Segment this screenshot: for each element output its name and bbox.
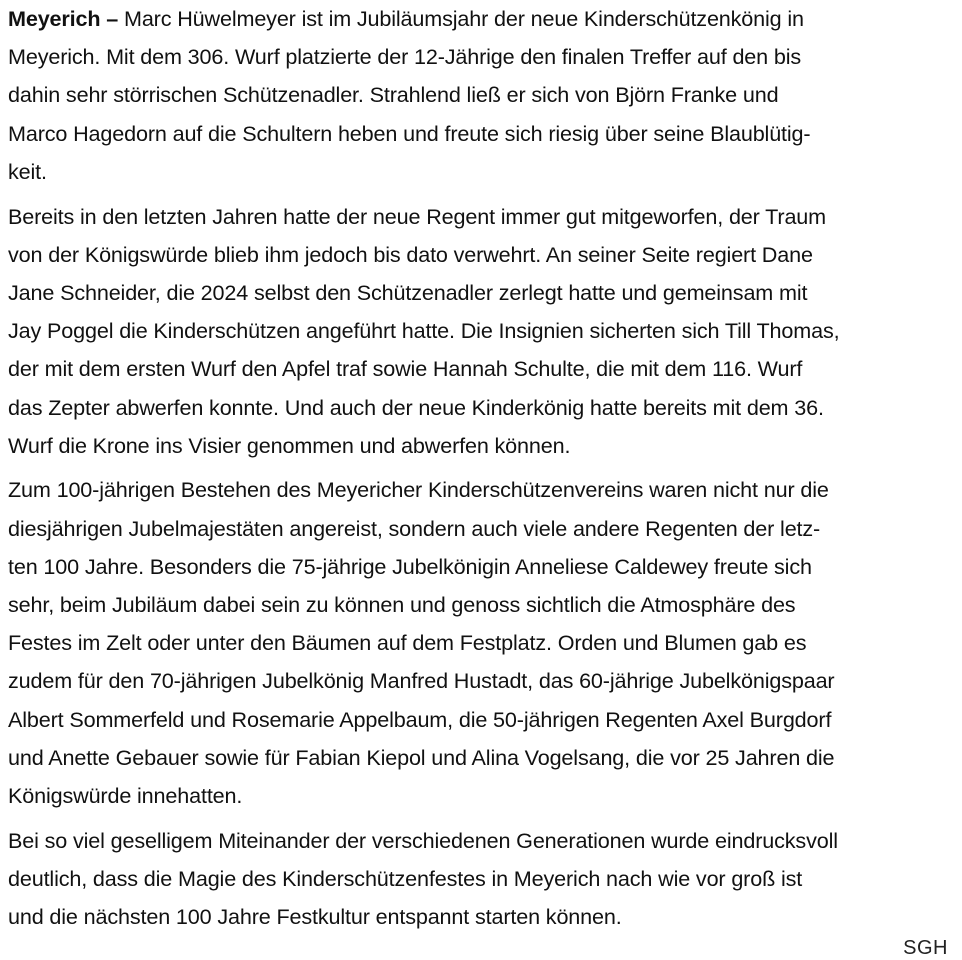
text-line: Marc Hüwelmeyer ist im Jubiläumsjahr der neue Kinderschützenkönig in xyxy=(118,6,804,31)
text-line: und die nächsten 100 Jahre Festkultur entspannt starten können. xyxy=(8,904,622,930)
text-line: Jane Schneider, die 2024 selbst den Schützenadler zerlegt hatte und gemeinsam mit xyxy=(8,279,808,305)
text-line: ten 100 Jahre. Besonders die 75-jährige Jubelkönigin Anneliese Caldewey freute sich xyxy=(8,553,812,579)
text-line: deutlich, dass die Magie des Kinderschützenfestes in Meyerich nach wie vor groß ist xyxy=(8,865,803,891)
text-line: das Zepter abwerfen konnte. Und auch der neue Kinderkönig hatte bereits mit dem 36. xyxy=(8,394,824,420)
paragraph-1 xyxy=(8,0,952,191)
text-line: sehr, beim Jubiläum dabei sein zu können und genoss sichtlich die Atmosphäre des xyxy=(8,592,796,618)
paragraph-4 xyxy=(8,822,952,937)
article-body xyxy=(8,0,952,936)
paragraph-2 xyxy=(8,198,952,465)
text-line: Meyerich. Mit dem 306. Wurf platzierte der 12-Jährige den finalen Treffer auf den bis xyxy=(8,44,802,70)
text-line: Wurf die Krone ins Visier genommen und abwerfen können. xyxy=(8,432,571,458)
text-line: von der Königswürde blieb ihm jedoch bis dato verwehrt. An seiner Seite regiert Dane xyxy=(8,241,813,267)
text-line: Albert Sommerfeld und Rosemarie Appelbaum, die 50-jährigen Regenten Axel Burgdorf xyxy=(8,706,832,732)
text-line: Bereits in den letzten Jahren hatte der neue Regent immer gut mitgeworfen, der Traum xyxy=(8,203,827,229)
text-line: Marco Hagedorn auf die Schultern heben und freute sich riesig über seine Blaublütig- xyxy=(8,120,811,146)
text-line: Festes im Zelt oder unter den Bäumen auf dem Festplatz. Orden und Blumen gab es xyxy=(8,630,807,656)
text-line: und Anette Gebauer sowie für Fabian Kiepol und Alina Vogelsang, die vor 25 Jahren die xyxy=(8,744,835,770)
text-line: Jay Poggel die Kinderschützen angeführt hatte. Die Insignien sicherten sich Till Thomas, xyxy=(8,318,840,344)
text-line: Zum 100-jährigen Bestehen des Meyericher Kinderschützenvereins waren nicht nur die xyxy=(8,477,829,503)
dateline: Meyerich – xyxy=(8,6,119,31)
text-line: Bei so viel geselligem Miteinander der verschiedenen Generationen wurde eindrucksvoll xyxy=(8,827,838,853)
text-line: zudem für den 70-jährigen Jubelkönig Manfred Hustadt, das 60-jährige Jubelkönigspaar xyxy=(8,668,835,694)
text-line: keit. xyxy=(8,158,47,184)
paragraph-3 xyxy=(8,471,952,815)
text-line: Königswürde innehatten. xyxy=(8,783,243,809)
text-line: der mit dem ersten Wurf den Apfel traf sowie Hannah Schulte, die mit dem 116. Wurf xyxy=(8,356,803,382)
author-initials: SGH xyxy=(903,937,948,959)
text-line: diesjährigen Jubelmajestäten angereist, sondern auch viele andere Regenten der letz- xyxy=(8,515,821,541)
text-line: dahin sehr störrischen Schützenadler. Strahlend ließ er sich von Björn Franke und xyxy=(8,82,779,108)
